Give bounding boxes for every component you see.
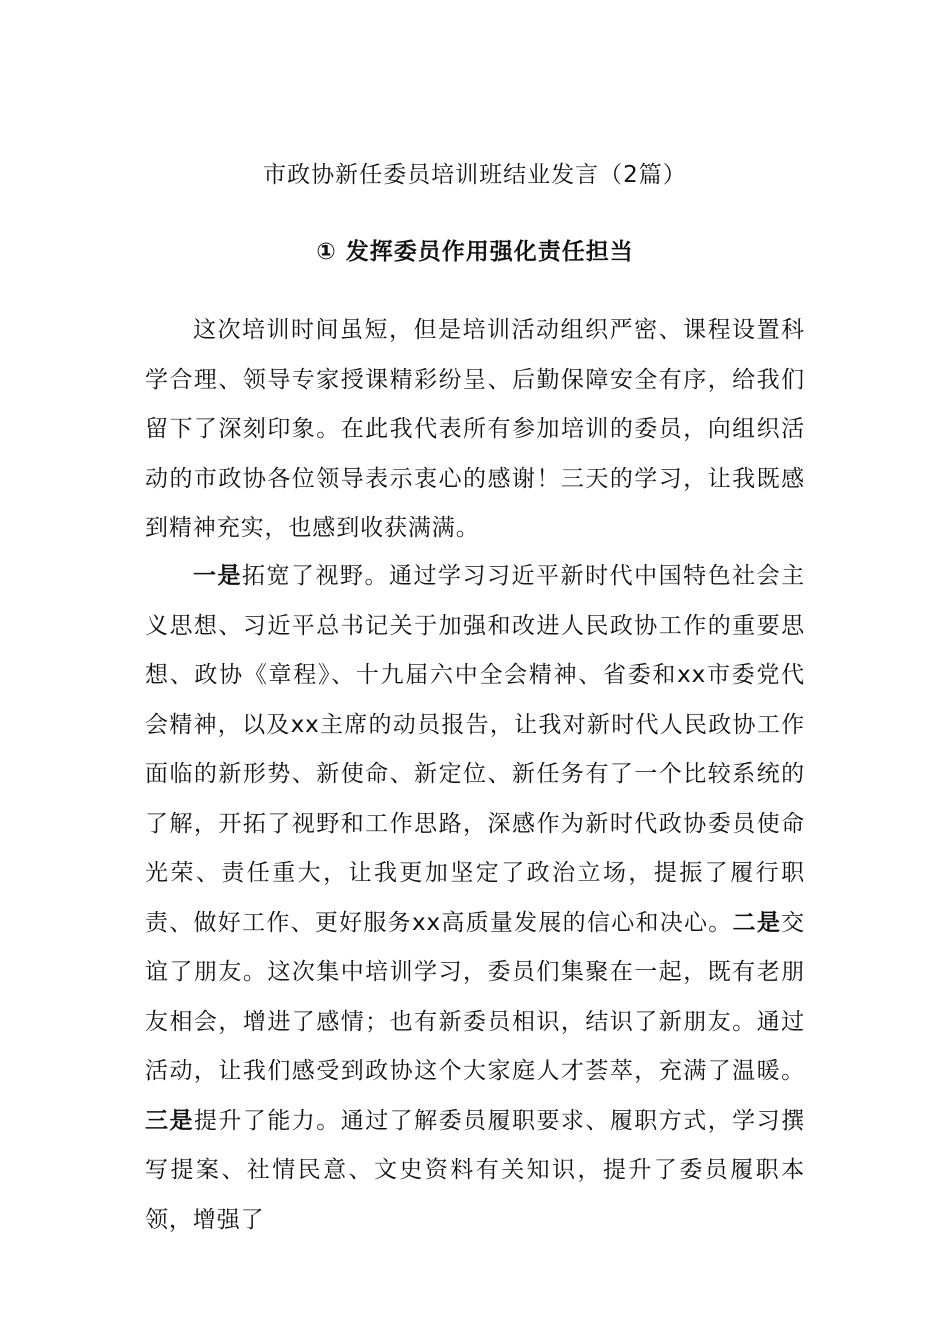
point-label-1: 一是 <box>193 563 243 589</box>
point-text-2: 交谊了朋友。这次集中培训学习，委员们集聚在一起，既有老朋友相会，增进了感情；也有新委员相识，结识了新朋友。通过活动，让我们感受到政协这个大家庭人才荟萃，充满了温暖。 <box>145 909 805 1084</box>
point-label-2: 二是 <box>732 909 782 936</box>
paragraph-gains <box>145 552 805 1245</box>
point-text-1: 拓宽了视野。通过学习习近平新时代中国特色社会主义思想、习近平总书记关于加强和改进人民政协工作的重要思想、政协《章程》、十九届六中全会精神、省委和xx市委党代会精神，以及xx主席的动员报告，让我对新时代人民政协工作面临的新形势、新使命、新定位、新任务有了一个比较系统的了解，开拓了视野和工作思路，深感作为新时代政协委员使命光荣、责任重大，让我更加坚定了政治立场，提振了履行职责、做好工作、更好服务xx高质量发展的信心和决心。 <box>145 563 805 936</box>
section-heading: ① 发挥委员作用强化责任担当 <box>316 239 634 265</box>
point-text-3: 提升了能力。通过了解委员履职要求、履职方式，学习撰写提案、社情民意、文史资料有关知识，提升了委员履职本领，增强了 <box>145 1107 805 1233</box>
point-label-3: 三是 <box>145 1107 194 1134</box>
paragraph-intro: 这次培训时间虽短，但是培训活动组织严密、课程设置科学合理、领导专家授课精彩纷呈、后勤保障安全有序，给我们留下了深刻印象。在此我代表所有参加培训的委员，向组织活动的市政协各位领导表示衷心的感谢！三天的学习，让我既感到精神充实，也感到收获满满。 <box>145 317 805 541</box>
document-title: 市政协新任委员培训班结业发言（2篇） <box>263 162 687 188</box>
